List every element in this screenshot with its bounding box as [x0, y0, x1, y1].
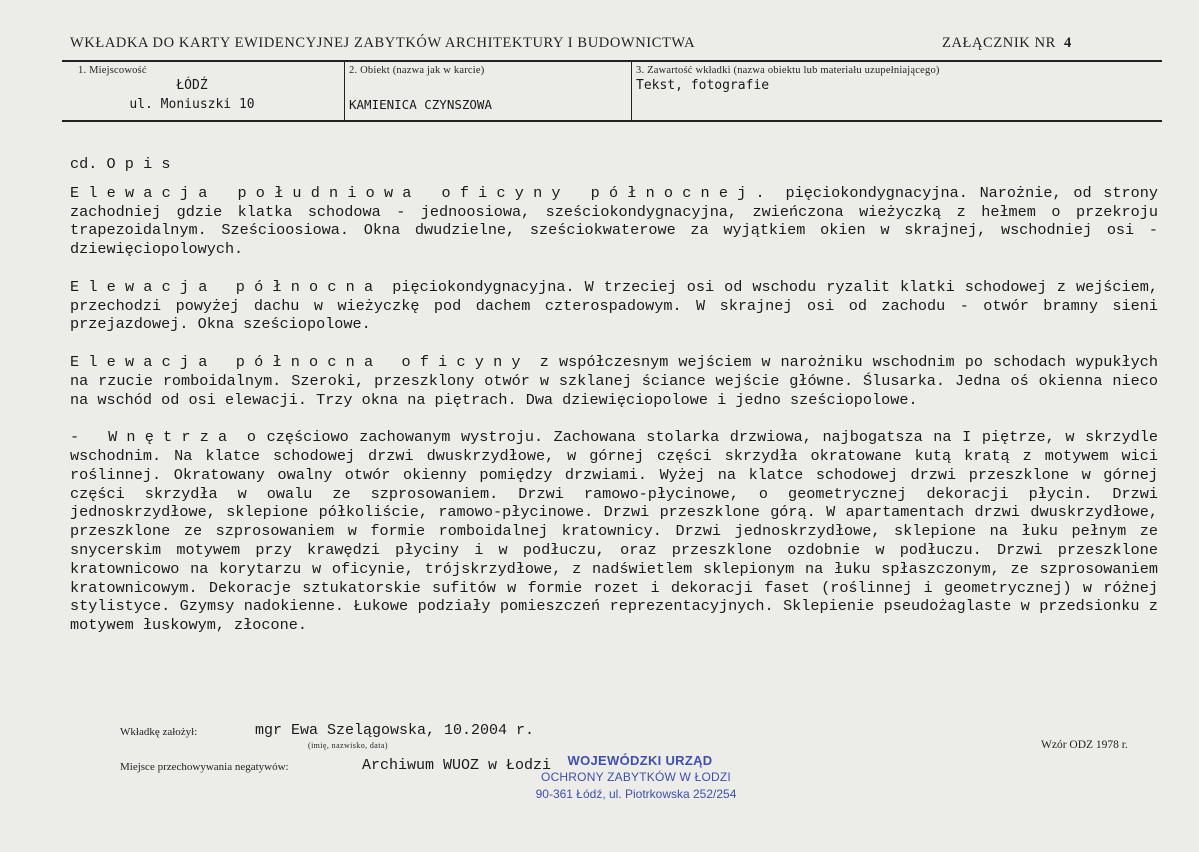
contents-cell	[631, 62, 1163, 120]
form-model: Wzór ODZ 1978 r.	[1041, 739, 1128, 751]
object-value: KAMIENICA CZYNSZOWA	[349, 97, 492, 112]
paragraph-text: z współczesnym wejściem w narożniku wschodnim po schodach wypukłych na rzucie romboidalnym. Szeroki, przeszklony otwór w szklanej ściance wejście główne. Ślusarka. Jedna oś okienna nieco na wschód od osi elewacji. Trzy okna na piętrach. Dwa dziewięciopolowe i jedno sześciopolowe.	[70, 352, 1158, 409]
paragraph-north-annex-elevation	[70, 353, 1158, 409]
annex-label	[942, 35, 1072, 52]
stamp-line-2: OCHRONY ZABYTKÓW W ŁODZI	[541, 770, 731, 784]
paragraph-south-elevation	[70, 184, 1158, 259]
section-heading	[70, 155, 1158, 174]
paragraph-text: pięciokondygnacyjna. Narożnie, od strony zachodniej gdzie klatka schodowa - jednoosiowa, sześciokondygnacyjna, zwieńczona wieżyczką z hełmem o przekroju trapezoidalnym. Sześcioosiowa. Okna dwudzielne, sześciokwaterowe za wyjątkiem okien w skrajnej, wschodniej osi - dziewięciopolowych.	[70, 183, 1158, 259]
author-label: Wkładkę założył:	[120, 726, 198, 738]
stamp-line-3: 90-361 Łódź, ul. Piotrkowska 252/254	[535, 787, 737, 801]
negatives-value: Archiwum WUOZ w Łodzi	[362, 757, 552, 774]
paragraph-lead: Elewacja północna	[70, 277, 383, 296]
negatives-label: Miejsce przechowywania negatywów:	[120, 761, 289, 773]
paragraph-lead: Elewacja północna oficyny	[70, 352, 530, 371]
header-table	[62, 60, 1162, 122]
object-cell	[344, 62, 630, 120]
section-heading-text: cd. Opis	[70, 155, 180, 173]
form-title: WKŁADKA DO KARTY EWIDENCYJNEJ ZABYTKÓW ARCHITEKTURY I BUDOWNICTWA	[70, 35, 696, 51]
locality-city: ŁÓDŹ	[176, 78, 208, 93]
description-body	[70, 155, 1158, 654]
stamp-line-1: WOJEWÓDZKI URZĄD	[567, 753, 713, 768]
paragraph-north-elevation	[70, 278, 1158, 334]
paragraph-lead: - Wnętrza	[70, 428, 237, 447]
locality-cell	[62, 62, 342, 120]
office-stamp	[535, 752, 740, 803]
author-hint: (imię, nazwisko, data)	[308, 741, 388, 750]
contents-label: 3. Zawartość wkładki (nazwa obiektu lub materiału uzupełniającego)	[636, 65, 940, 76]
contents-value: Tekst, fotografie	[636, 78, 770, 93]
locality-label: 1. Miejscowość	[78, 65, 147, 76]
annex-number: 4	[1063, 35, 1072, 51]
author-value: mgr Ewa Szelągowska, 10.2004 r.	[255, 722, 535, 739]
paragraph-text: pięciokondygnacyjna. W trzeciej osi od wschodu ryzalit klatki schodowej z wejściem, przechodzi powyżej dachu w wieżyczkę pod dachem czterospadowym. W skrajnej osi od zachodu - otwór bramny sieni przejazdowej. Okna sześciopolowe.	[70, 277, 1158, 334]
object-label: 2. Obiekt (nazwa jak w karcie)	[349, 65, 485, 76]
paragraph-lead: Elewacja południowa oficyny północnej.	[70, 183, 774, 202]
paragraph-interiors	[70, 428, 1158, 635]
annex-label-text: ZAŁĄCZNIK NR	[942, 35, 1056, 51]
locality-street: ul. Moniuszki 10	[129, 97, 255, 112]
paragraph-text: o częściowo zachowanym wystroju. Zachowana stolarka drzwiowa, najbogatsza na I piętrze, w skrzydle wschodnim. Na klatce schodowej drzwi dwuskrzydłowe, w górnej części skrzydła okratowane kutą kratą z motywem wici roślinnej. Okratowany owalny otwór okienny pomiędzy drzwiami. Wyżej na klatce schodowej drzwi przeszklone w górnej części skrzydła w owalu ze szprosowaniem. Drzwi ramowo-płycinowe, o geometrycznej dekoracji płycin. Drzwi jednoskrzydłowe, sklepione półkoliście, ramowo-płycinowe. Drzwi przeszklone górą. W apartamentach drzwi dwuskrzydłowe, przeszklone ze szprosowaniem w formie romboidalnej kratownicy. Drzwi jednoskrzydłowe, sklepione na łuku pełnym ze snycerskim motywem przy krawędzi płyciny i w podłuczu, oraz przeszklone ozdobnie w podłuczu. Drzwi przeszklone kratownicowo na korytarzu w oficynie, trójskrzydłowe, z nadświetlem sklepionym na łuku spłaszczonym, ze szprosowaniem kratownicowym. Dekoracje sztukatorskie sufitów w formie rozet i dekoracji faset (roślinnej i geometrycznej) w różnej stylistyce. Gzymsy nadokienne. Łukowe podziały pomieszczeń reprezentacyjnych. Sklepienie pseudożaglaste w przedsionku z motywem łuskowym, złocone.	[70, 428, 1158, 635]
